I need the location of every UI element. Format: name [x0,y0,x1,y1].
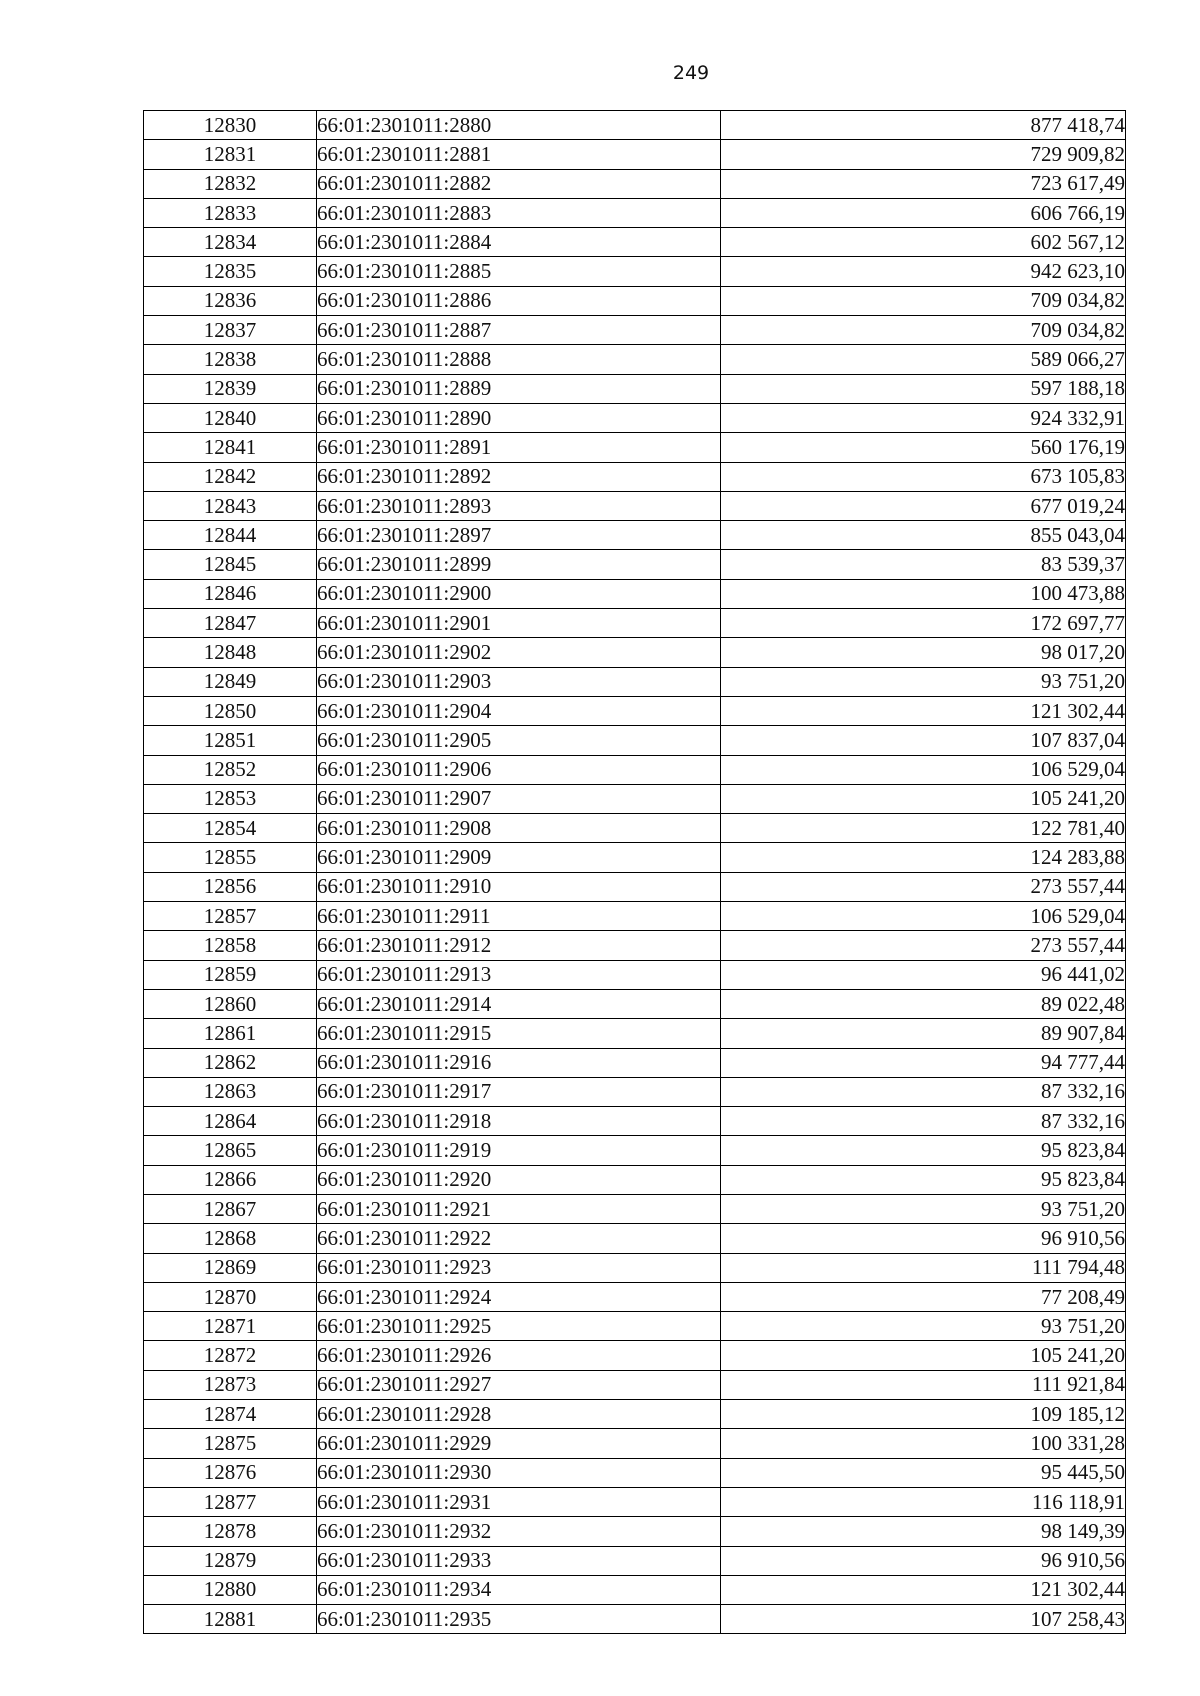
cadastral-value-cell: 96 910,56 [721,1546,1126,1575]
table-row [144,1253,1126,1282]
row-number-cell: 12875 [144,1429,317,1458]
cadastral-number-cell: 66:01:2301011:2885 [317,257,721,286]
cadastral-number-cell: 66:01:2301011:2901 [317,609,721,638]
cadastral-value-cell: 96 441,02 [721,960,1126,989]
row-number-cell: 12830 [144,111,317,140]
cadastral-value-cell: 89 022,48 [721,989,1126,1018]
cadastral-value-cell: 109 185,12 [721,1400,1126,1429]
table-row [144,931,1126,960]
table-row [144,1400,1126,1429]
row-number-cell: 12832 [144,169,317,198]
table-row [144,521,1126,550]
row-number-cell: 12831 [144,140,317,169]
row-number-cell: 12877 [144,1487,317,1516]
table-row [144,403,1126,432]
row-number-cell: 12873 [144,1370,317,1399]
table-row [144,1107,1126,1136]
cadastral-value-cell: 95 445,50 [721,1458,1126,1487]
table-row [144,960,1126,989]
row-number-cell: 12858 [144,931,317,960]
table-row [144,1019,1126,1048]
cadastral-value-cell: 560 176,19 [721,433,1126,462]
cadastral-number-cell: 66:01:2301011:2916 [317,1048,721,1077]
cadastral-value-table [143,110,1126,1634]
row-number-cell: 12880 [144,1575,317,1604]
cadastral-number-cell: 66:01:2301011:2915 [317,1019,721,1048]
cadastral-value-cell: 172 697,77 [721,609,1126,638]
table-row [144,1312,1126,1341]
table-row [144,609,1126,638]
table-row [144,579,1126,608]
row-number-cell: 12857 [144,902,317,931]
row-number-cell: 12837 [144,316,317,345]
cadastral-value-cell: 105 241,20 [721,1341,1126,1370]
row-number-cell: 12855 [144,843,317,872]
row-number-cell: 12878 [144,1517,317,1546]
cadastral-value-cell: 105 241,20 [721,784,1126,813]
table-row [144,814,1126,843]
table-row [144,1458,1126,1487]
table-row [144,872,1126,901]
table-row [144,726,1126,755]
row-number-cell: 12879 [144,1546,317,1575]
cadastral-number-cell: 66:01:2301011:2886 [317,286,721,315]
cadastral-number-cell: 66:01:2301011:2905 [317,726,721,755]
table-row [144,902,1126,931]
table-row [144,286,1126,315]
cadastral-number-cell: 66:01:2301011:2900 [317,579,721,608]
row-number-cell: 12846 [144,579,317,608]
cadastral-number-cell: 66:01:2301011:2912 [317,931,721,960]
cadastral-number-cell: 66:01:2301011:2899 [317,550,721,579]
table-row [144,1487,1126,1516]
row-number-cell: 12863 [144,1077,317,1106]
cadastral-value-cell: 100 331,28 [721,1429,1126,1458]
cadastral-value-cell: 106 529,04 [721,755,1126,784]
cadastral-number-cell: 66:01:2301011:2889 [317,374,721,403]
table-row [144,1077,1126,1106]
cadastral-number-cell: 66:01:2301011:2930 [317,1458,721,1487]
table-row [144,696,1126,725]
cadastral-value-cell: 77 208,49 [721,1282,1126,1311]
cadastral-value-cell: 93 751,20 [721,1194,1126,1223]
row-number-cell: 12874 [144,1400,317,1429]
cadastral-value-cell: 100 473,88 [721,579,1126,608]
table-row [144,316,1126,345]
row-number-cell: 12876 [144,1458,317,1487]
table-row [144,1136,1126,1165]
cadastral-value-cell: 107 258,43 [721,1605,1126,1634]
cadastral-number-cell: 66:01:2301011:2881 [317,140,721,169]
cadastral-value-cell: 942 623,10 [721,257,1126,286]
cadastral-value-cell: 589 066,27 [721,345,1126,374]
row-number-cell: 12854 [144,814,317,843]
row-number-cell: 12852 [144,755,317,784]
row-number-cell: 12849 [144,667,317,696]
table-row [144,755,1126,784]
cadastral-value-cell: 677 019,24 [721,491,1126,520]
table-row [144,1575,1126,1604]
cadastral-value-cell: 111 794,48 [721,1253,1126,1282]
cadastral-value-cell: 709 034,82 [721,286,1126,315]
row-number-cell: 12847 [144,609,317,638]
row-number-cell: 12848 [144,638,317,667]
row-number-cell: 12870 [144,1282,317,1311]
table-row [144,638,1126,667]
cadastral-number-cell: 66:01:2301011:2918 [317,1107,721,1136]
cadastral-number-cell: 66:01:2301011:2934 [317,1575,721,1604]
cadastral-number-cell: 66:01:2301011:2919 [317,1136,721,1165]
cadastral-number-cell: 66:01:2301011:2887 [317,316,721,345]
cadastral-value-cell: 673 105,83 [721,462,1126,491]
table-row [144,1048,1126,1077]
cadastral-number-cell: 66:01:2301011:2926 [317,1341,721,1370]
cadastral-value-cell: 877 418,74 [721,111,1126,140]
cadastral-number-cell: 66:01:2301011:2931 [317,1487,721,1516]
cadastral-value-cell: 855 043,04 [721,521,1126,550]
page-number: 249 [672,62,710,84]
cadastral-number-cell: 66:01:2301011:2932 [317,1517,721,1546]
cadastral-value-cell: 95 823,84 [721,1165,1126,1194]
row-number-cell: 12881 [144,1605,317,1634]
row-number-cell: 12866 [144,1165,317,1194]
row-number-cell: 12842 [144,462,317,491]
cadastral-number-cell: 66:01:2301011:2891 [317,433,721,462]
cadastral-number-cell: 66:01:2301011:2892 [317,462,721,491]
cadastral-number-cell: 66:01:2301011:2883 [317,198,721,227]
cadastral-number-cell: 66:01:2301011:2884 [317,228,721,257]
cadastral-number-cell: 66:01:2301011:2933 [317,1546,721,1575]
cadastral-value-cell: 122 781,40 [721,814,1126,843]
row-number-cell: 12851 [144,726,317,755]
cadastral-value-cell: 729 909,82 [721,140,1126,169]
cadastral-value-cell: 602 567,12 [721,228,1126,257]
table-row [144,140,1126,169]
cadastral-value-cell: 83 539,37 [721,550,1126,579]
cadastral-number-cell: 66:01:2301011:2927 [317,1370,721,1399]
row-number-cell: 12853 [144,784,317,813]
cadastral-value-cell: 111 921,84 [721,1370,1126,1399]
cadastral-number-cell: 66:01:2301011:2909 [317,843,721,872]
cadastral-value-cell: 89 907,84 [721,1019,1126,1048]
cadastral-value-cell: 273 557,44 [721,931,1126,960]
table-row [144,1165,1126,1194]
cadastral-number-cell: 66:01:2301011:2914 [317,989,721,1018]
cadastral-number-cell: 66:01:2301011:2904 [317,696,721,725]
cadastral-number-cell: 66:01:2301011:2917 [317,1077,721,1106]
row-number-cell: 12867 [144,1194,317,1223]
cadastral-value-cell: 107 837,04 [721,726,1126,755]
row-number-cell: 12834 [144,228,317,257]
cadastral-number-cell: 66:01:2301011:2880 [317,111,721,140]
table-row [144,1370,1126,1399]
cadastral-number-cell: 66:01:2301011:2893 [317,491,721,520]
cadastral-value-cell: 87 332,16 [721,1107,1126,1136]
cadastral-value-cell: 93 751,20 [721,1312,1126,1341]
table-row [144,111,1126,140]
cadastral-number-cell: 66:01:2301011:2897 [317,521,721,550]
cadastral-number-cell: 66:01:2301011:2890 [317,403,721,432]
row-number-cell: 12864 [144,1107,317,1136]
table-row [144,1546,1126,1575]
cadastral-value-cell: 98 017,20 [721,638,1126,667]
table-row [144,1224,1126,1253]
cadastral-number-cell: 66:01:2301011:2882 [317,169,721,198]
row-number-cell: 12839 [144,374,317,403]
table-row [144,989,1126,1018]
cadastral-value-cell: 709 034,82 [721,316,1126,345]
row-number-cell: 12869 [144,1253,317,1282]
row-number-cell: 12868 [144,1224,317,1253]
cadastral-number-cell: 66:01:2301011:2913 [317,960,721,989]
table-row [144,1429,1126,1458]
row-number-cell: 12860 [144,989,317,1018]
row-number-cell: 12836 [144,286,317,315]
cadastral-value-cell: 121 302,44 [721,696,1126,725]
row-number-cell: 12845 [144,550,317,579]
table-row [144,784,1126,813]
cadastral-number-cell: 66:01:2301011:2924 [317,1282,721,1311]
row-number-cell: 12833 [144,198,317,227]
table-row [144,198,1126,227]
cadastral-number-cell: 66:01:2301011:2935 [317,1605,721,1634]
table-row [144,433,1126,462]
cadastral-number-cell: 66:01:2301011:2929 [317,1429,721,1458]
row-number-cell: 12861 [144,1019,317,1048]
row-number-cell: 12841 [144,433,317,462]
table-row [144,843,1126,872]
table-row [144,462,1126,491]
table-row [144,1194,1126,1223]
table-row [144,667,1126,696]
cadastral-number-cell: 66:01:2301011:2922 [317,1224,721,1253]
cadastral-number-cell: 66:01:2301011:2903 [317,667,721,696]
row-number-cell: 12843 [144,491,317,520]
cadastral-value-cell: 87 332,16 [721,1077,1126,1106]
row-number-cell: 12850 [144,696,317,725]
table-row [144,491,1126,520]
cadastral-value-cell: 106 529,04 [721,902,1126,931]
row-number-cell: 12865 [144,1136,317,1165]
row-number-cell: 12835 [144,257,317,286]
row-number-cell: 12844 [144,521,317,550]
cadastral-number-cell: 66:01:2301011:2911 [317,902,721,931]
cadastral-number-cell: 66:01:2301011:2923 [317,1253,721,1282]
table-row [144,228,1126,257]
table-row [144,1517,1126,1546]
cadastral-value-cell: 116 118,91 [721,1487,1126,1516]
table-row [144,169,1126,198]
cadastral-value-cell: 93 751,20 [721,667,1126,696]
cadastral-value-cell: 273 557,44 [721,872,1126,901]
cadastral-value-cell: 96 910,56 [721,1224,1126,1253]
table-row [144,1282,1126,1311]
cadastral-number-cell: 66:01:2301011:2925 [317,1312,721,1341]
cadastral-number-cell: 66:01:2301011:2921 [317,1194,721,1223]
table-row [144,345,1126,374]
cadastral-number-cell: 66:01:2301011:2908 [317,814,721,843]
row-number-cell: 12872 [144,1341,317,1370]
cadastral-value-cell: 597 188,18 [721,374,1126,403]
cadastral-value-cell: 121 302,44 [721,1575,1126,1604]
cadastral-value-cell: 124 283,88 [721,843,1126,872]
cadastral-number-cell: 66:01:2301011:2920 [317,1165,721,1194]
cadastral-number-cell: 66:01:2301011:2928 [317,1400,721,1429]
table-row [144,374,1126,403]
cadastral-value-cell: 98 149,39 [721,1517,1126,1546]
cadastral-number-cell: 66:01:2301011:2902 [317,638,721,667]
table-row [144,1341,1126,1370]
table-row [144,550,1126,579]
cadastral-number-cell: 66:01:2301011:2888 [317,345,721,374]
cadastral-value-cell: 924 332,91 [721,403,1126,432]
cadastral-value-cell: 723 617,49 [721,169,1126,198]
row-number-cell: 12871 [144,1312,317,1341]
row-number-cell: 12840 [144,403,317,432]
row-number-cell: 12862 [144,1048,317,1077]
row-number-cell: 12859 [144,960,317,989]
cadastral-number-cell: 66:01:2301011:2910 [317,872,721,901]
cadastral-value-cell: 95 823,84 [721,1136,1126,1165]
table-row [144,257,1126,286]
cadastral-number-cell: 66:01:2301011:2906 [317,755,721,784]
table-row [144,1605,1126,1634]
row-number-cell: 12838 [144,345,317,374]
cadastral-value-cell: 606 766,19 [721,198,1126,227]
table-body [144,111,1126,1634]
cadastral-number-cell: 66:01:2301011:2907 [317,784,721,813]
row-number-cell: 12856 [144,872,317,901]
cadastral-value-cell: 94 777,44 [721,1048,1126,1077]
